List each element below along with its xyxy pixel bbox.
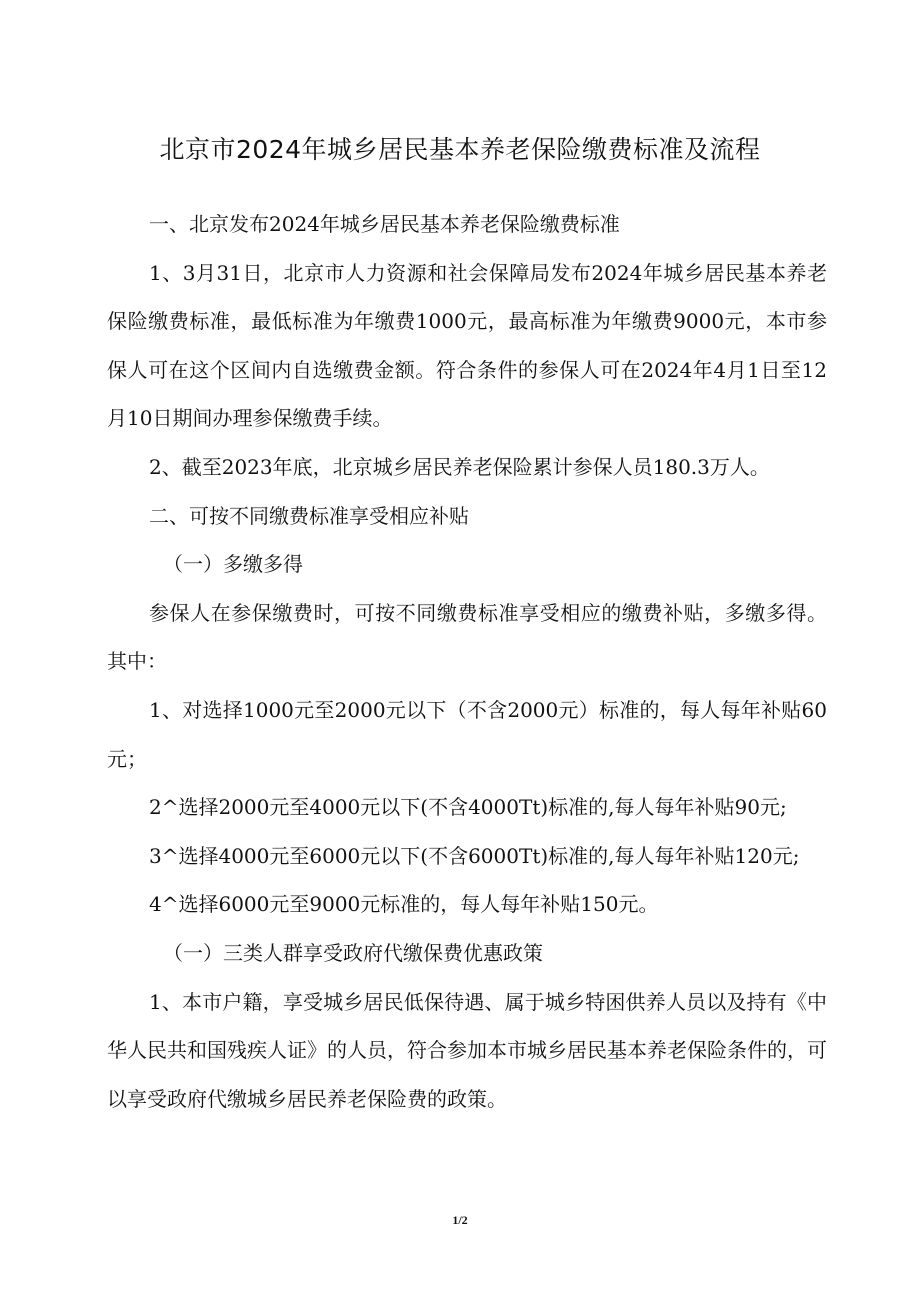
document-body: [107, 200, 827, 1123]
list-item-subsidy-3: 3^选择4000元至6000元以下(不含6000Tt)标准的,每人每年补贴120元;: [149, 843, 800, 868]
page-number: 1/2: [452, 1213, 468, 1227]
list-item-subsidy-1: 1、对选择1000元至2000元以下（不含2000元）标准的，每人每年补贴60元；: [107, 697, 827, 771]
subsection-heading-1: （一）多缴多得: [163, 552, 303, 577]
section-heading-2: 二、可按不同缴费标准享受相应补贴: [149, 503, 469, 528]
paragraph-enrollment: 2、截至2023年底，北京城乡居民养老保险累计参保人员180.3万人。: [149, 454, 770, 479]
list-item-subsidy-4: 4^选择6000元至9000元标准的，每人每年补贴150元。: [149, 892, 659, 917]
list-item-subsidy-2: 2^选择2000元至4000元以下(不含4000Tt)标准的,每人每年补贴90元;: [149, 795, 787, 820]
paragraph-government-payment: 1、本市户籍，享受城乡居民低保待遇、属于城乡特困供养人员以及持有《中华人民共和国残疾人证》的人员，符合参加本市城乡居民基本养老保险条件的，可以享受政府代缴城乡居民养老保险费的政策。: [107, 989, 827, 1111]
paragraph-subsidy-intro: 参保人在参保缴费时，可按不同缴费标准享受相应的缴费补贴，多缴多得。其中：: [107, 600, 827, 674]
subsection-heading-2: （一）三类人群享受政府代缴保费优惠政策: [163, 940, 543, 965]
document-title: 北京市2024年城乡居民基本养老保险缴费标准及流程: [159, 135, 761, 164]
paragraph-standard: 1、3月31日，北京市人力资源和社会保障局发布2024年城乡居民基本养老保险缴费标准，最低标准为年缴费1000元，最高标准为年缴费9000元，本市参保人可在这个区间内自选缴费金额。符合条件的参保人可在2024年4月1日至12月10日期间办理参保缴费手续。: [107, 260, 827, 431]
section-heading-1: 一、北京发布2024年城乡居民基本养老保险缴费标准: [149, 212, 620, 236]
